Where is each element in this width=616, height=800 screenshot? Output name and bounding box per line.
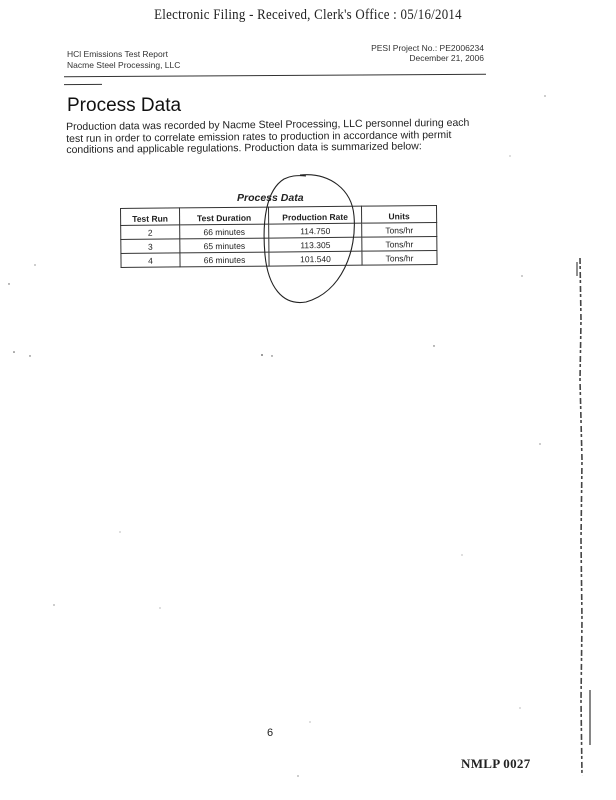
report-title: HCl Emissions Test Report xyxy=(67,49,168,59)
header-right xyxy=(371,43,484,63)
cell-production-rate: 113.305 xyxy=(269,237,362,252)
cell-test-run: 4 xyxy=(121,253,180,268)
column-header-test-duration: Test Duration xyxy=(180,207,269,225)
cell-test-duration: 66 minutes xyxy=(180,224,269,239)
section-title: Process Data xyxy=(67,95,182,116)
company-name: Nacme Steel Processing, LLC xyxy=(67,60,181,70)
cell-test-run: 2 xyxy=(121,225,180,240)
table-title: Process Data xyxy=(237,192,304,204)
page-number: 6 xyxy=(267,727,274,739)
table-row xyxy=(121,250,437,267)
cell-production-rate: 114.750 xyxy=(269,223,362,238)
cell-test-duration: 66 minutes xyxy=(180,252,269,267)
bates-number: NMLP 0027 xyxy=(461,756,531,771)
header-divider-short xyxy=(64,84,102,85)
project-number: PESI Project No.: PE2006234 xyxy=(371,43,484,53)
cell-units: Tons/hr xyxy=(362,250,437,265)
cell-units: Tons/hr xyxy=(362,222,437,237)
column-header-test-run: Test Run xyxy=(121,208,180,226)
scan-edge-artifact xyxy=(577,258,590,776)
header-left xyxy=(67,49,180,71)
cell-test-run: 3 xyxy=(121,239,180,254)
column-header-production-rate: Production Rate xyxy=(268,206,361,224)
cell-units: Tons/hr xyxy=(362,236,437,251)
cell-test-duration: 65 minutes xyxy=(180,238,269,253)
filing-stamp: Electronic Filing - Received, Clerk's Office : 05/16/2014 xyxy=(154,7,462,23)
process-data-table xyxy=(120,205,438,268)
header-divider xyxy=(64,74,486,78)
cell-production-rate: 101.540 xyxy=(269,251,362,266)
report-date: December 21, 2006 xyxy=(409,53,484,63)
body-paragraph: Production data was recorded by Nacme Steel Processing, LLC personnel during each test run in order to correlate emission rates to production in accordance with permit conditions and applicable regulations. Production data is summarized below: xyxy=(65,116,470,157)
column-header-units: Units xyxy=(361,205,436,223)
